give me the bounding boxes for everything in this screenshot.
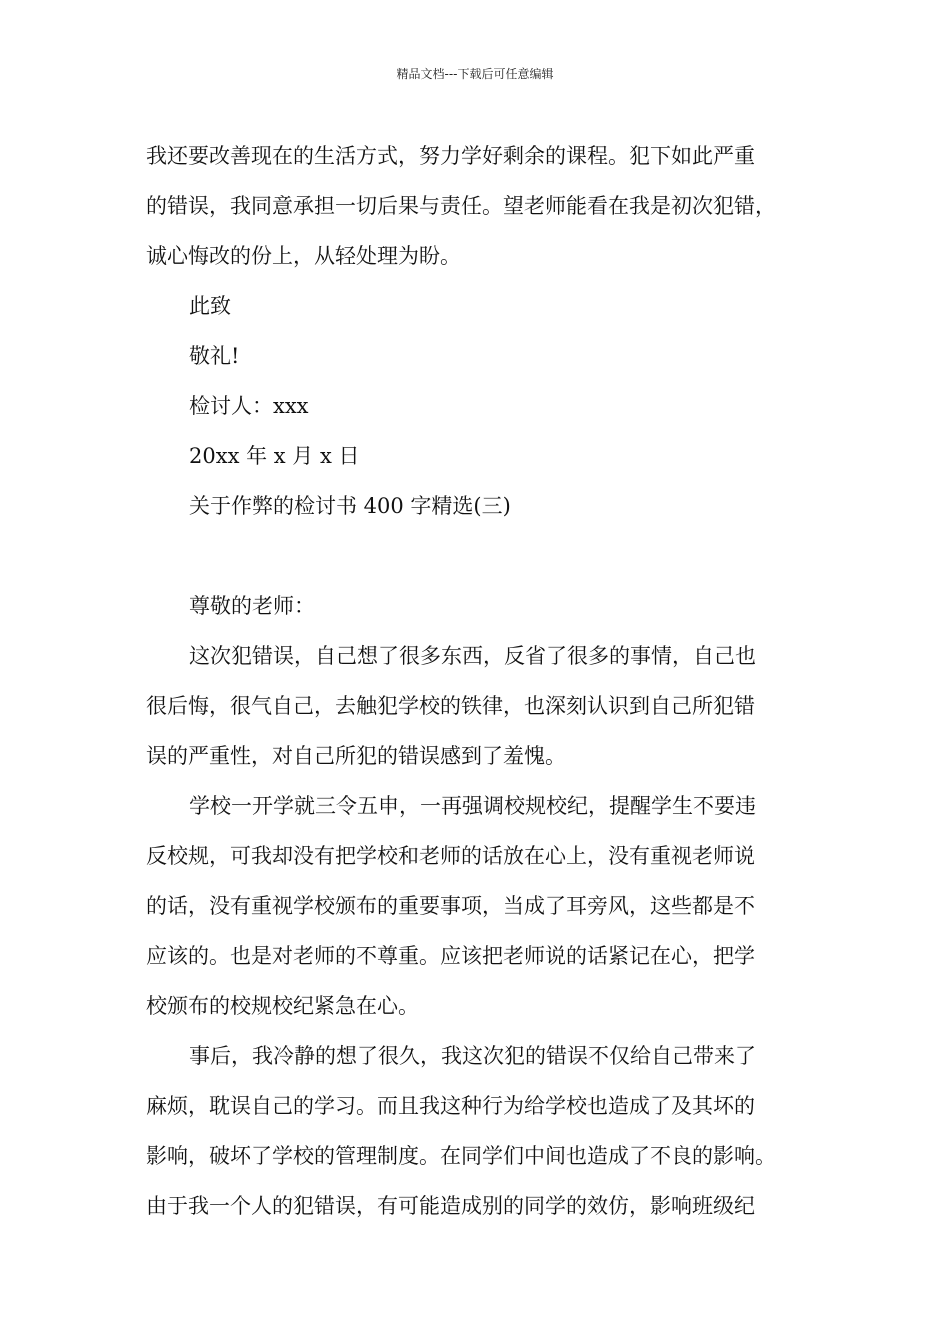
text-line: 影响，破坏了学校的管理制度。在同学们中间也造成了不良的影响。 bbox=[146, 1144, 776, 1168]
text-line: 反校规，可我却没有把学校和老师的话放在心上，没有重视老师说 bbox=[146, 844, 755, 868]
text-line: 误的严重性，对自己所犯的错误感到了羞愧。 bbox=[146, 744, 566, 768]
date-line: 20xx 年 x 月 x 日 bbox=[189, 444, 360, 468]
greeting-line: 尊敬的老师： bbox=[189, 594, 315, 618]
text-line: 麻烦，耽误自己的学习。而且我这种行为给学校也造成了及其坏的 bbox=[146, 1094, 755, 1118]
closing-line: 敬礼! bbox=[189, 344, 240, 368]
section-title: 关于作弊的检讨书 400 字精选(三) bbox=[189, 494, 511, 518]
text-line: 校颁布的校规校纪紧急在心。 bbox=[146, 994, 419, 1018]
text-line: 诚心悔改的份上，从轻处理为盼。 bbox=[146, 244, 461, 268]
text-line: 的错误，我同意承担一切后果与责任。望老师能看在我是初次犯错， bbox=[146, 194, 776, 218]
salutation-line: 此致 bbox=[189, 294, 231, 318]
paragraph-start: 事后，我冷静的想了很久，我这次犯的错误不仅给自己带来了 bbox=[189, 1044, 756, 1068]
text-line: 应该的。也是对老师的不尊重。应该把老师说的话紧记在心，把学 bbox=[146, 944, 755, 968]
text-line: 我还要改善现在的生活方式，努力学好剩余的课程。犯下如此严重 bbox=[146, 144, 755, 168]
text-line: 的话，没有重视学校颁布的重要事项，当成了耳旁风，这些都是不 bbox=[146, 894, 755, 918]
signer-line: 检讨人：xxx bbox=[189, 394, 309, 418]
paragraph-start: 这次犯错误，自己想了很多东西，反省了很多的事情，自己也 bbox=[189, 644, 756, 668]
document-body bbox=[146, 131, 806, 1231]
text-line: 由于我一个人的犯错误，有可能造成别的同学的效仿，影响班级纪 bbox=[146, 1194, 755, 1218]
page-header: 精品文档---下载后可任意编辑 bbox=[396, 67, 554, 81]
paragraph-start: 学校一开学就三令五申，一再强调校规校纪，提醒学生不要违 bbox=[189, 794, 756, 818]
blank-line bbox=[146, 531, 806, 581]
text-line: 很后悔，很气自己，去触犯学校的铁律，也深刻认识到自己所犯错 bbox=[146, 694, 755, 718]
